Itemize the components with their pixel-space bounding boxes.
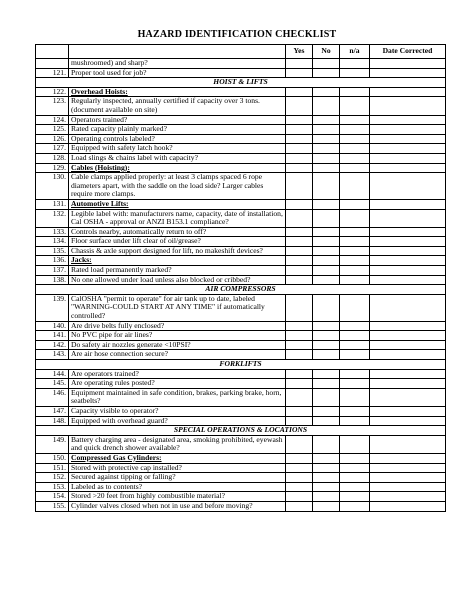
date-corrected-cell[interactable] [370,321,446,331]
item-number: 153. [36,482,69,492]
checklist-row [36,406,446,416]
item-question: Rated load permanently marked? [69,266,286,276]
no-cell[interactable] [313,134,340,144]
checklist-row [36,59,446,69]
item-number: 137. [36,266,69,276]
no-cell[interactable] [313,199,340,209]
na-cell[interactable] [340,266,370,276]
date-corrected-cell[interactable] [370,163,446,173]
date-corrected-cell[interactable] [370,209,446,227]
date-corrected-cell[interactable] [370,237,446,247]
item-question: Are operators trained? [69,369,286,379]
no-cell[interactable] [313,87,340,97]
no-cell[interactable] [313,492,340,502]
checklist-row [36,144,446,154]
yes-cell[interactable] [286,246,313,256]
no-cell[interactable] [313,435,340,453]
yes-cell[interactable] [286,153,313,163]
subsection-label: Cables (Hoisting): [69,163,286,173]
na-cell[interactable] [340,463,370,473]
section-row [36,78,446,88]
header-number [36,45,69,59]
item-number: 131. [36,199,69,209]
no-cell[interactable] [313,246,340,256]
na-cell[interactable] [340,227,370,237]
item-number: 126. [36,134,69,144]
item-number: 121. [36,68,69,78]
date-corrected-cell[interactable] [370,68,446,78]
na-cell[interactable] [340,256,370,266]
item-question: Rated capacity plainly marked? [69,125,286,135]
item-number: 133. [36,227,69,237]
item-number: 134. [36,237,69,247]
item-question: Cylinder valves closed when not in use and before moving? [69,501,286,511]
yes-cell[interactable] [286,237,313,247]
header-item [69,45,286,59]
checklist-row [36,331,446,341]
date-corrected-cell[interactable] [370,275,446,285]
checklist-row [36,266,446,276]
date-corrected-cell[interactable] [370,134,446,144]
no-cell[interactable] [313,163,340,173]
subsection-row [36,453,446,463]
item-number: 155. [36,501,69,511]
date-corrected-cell[interactable] [370,473,446,483]
item-number: 123. [36,97,69,115]
yes-cell[interactable] [286,134,313,144]
yes-cell[interactable] [286,115,313,125]
no-cell[interactable] [313,59,340,69]
yes-cell[interactable] [286,199,313,209]
no-cell[interactable] [313,369,340,379]
na-cell[interactable] [340,87,370,97]
yes-cell[interactable] [286,163,313,173]
yes-cell[interactable] [286,87,313,97]
no-cell[interactable] [313,321,340,331]
checklist-table [35,44,446,512]
no-cell[interactable] [313,275,340,285]
na-cell[interactable] [340,331,370,341]
date-corrected-cell[interactable] [370,435,446,453]
yes-cell[interactable] [286,340,313,350]
no-cell[interactable] [313,256,340,266]
item-question: Proper tool used for job? [69,68,286,78]
header-no: No [313,45,340,59]
date-corrected-cell[interactable] [370,379,446,389]
checklist-row [36,153,446,163]
header-na: n/a [340,45,370,59]
item-question: Load slings & chains label with capacity? [69,153,286,163]
yes-cell[interactable] [286,209,313,227]
item-number: 154. [36,492,69,502]
yes-cell[interactable] [286,463,313,473]
na-cell[interactable] [340,350,370,360]
na-cell[interactable] [340,473,370,483]
subsection-label: Compressed Gas Cylinders: [69,453,286,463]
no-cell[interactable] [313,237,340,247]
yes-cell[interactable] [286,266,313,276]
yes-cell[interactable] [286,350,313,360]
section-row [36,426,446,436]
item-question: Are drive belts fully enclosed? [69,321,286,331]
item-question: Equipped with overhead guard? [69,416,286,426]
checklist-row [36,492,446,502]
na-cell[interactable] [340,492,370,502]
item-question: CalOSHA "permit to operate" for air tank up to date, labeled "WARNING-COULD START AT ANY TIME" if automatically controlled? [69,294,286,321]
item-number: 149. [36,435,69,453]
date-corrected-cell[interactable] [370,331,446,341]
item-question: Chassis & axle support designed for lift, no makeshift devices? [69,246,286,256]
no-cell[interactable] [313,97,340,115]
yes-cell[interactable] [286,144,313,154]
yes-cell[interactable] [286,453,313,463]
no-cell[interactable] [313,350,340,360]
date-corrected-cell[interactable] [370,369,446,379]
na-cell[interactable] [340,294,370,321]
yes-cell[interactable] [286,321,313,331]
checklist-row [36,294,446,321]
date-corrected-cell[interactable] [370,340,446,350]
item-number: 148. [36,416,69,426]
yes-cell[interactable] [286,379,313,389]
checklist-title: HAZARD IDENTIFICATION CHECKLIST [137,29,337,40]
date-corrected-cell[interactable] [370,482,446,492]
yes-cell[interactable] [286,59,313,69]
na-cell[interactable] [340,369,370,379]
item-question: Stored >20 feet from highly combustible material? [69,492,286,502]
item-number: 151. [36,463,69,473]
no-cell[interactable] [313,153,340,163]
yes-cell[interactable] [286,492,313,502]
date-corrected-cell[interactable] [370,256,446,266]
na-cell[interactable] [340,246,370,256]
item-question: Capacity visible to operator? [69,406,286,416]
item-number: 124. [36,115,69,125]
date-corrected-cell[interactable] [370,199,446,209]
date-corrected-cell[interactable] [370,153,446,163]
no-cell[interactable] [313,294,340,321]
no-cell[interactable] [313,115,340,125]
na-cell[interactable] [340,59,370,69]
na-cell[interactable] [340,321,370,331]
date-corrected-cell[interactable] [370,294,446,321]
checklist-row [36,125,446,135]
section-heading: FORKLIFTS [36,360,446,370]
date-corrected-cell[interactable] [370,266,446,276]
subsection-label: Overhead Hoists: [69,87,286,97]
item-number: 146. [36,388,69,406]
yes-cell[interactable] [286,227,313,237]
item-question: Stored with protective cap installed? [69,463,286,473]
na-cell[interactable] [340,453,370,463]
date-corrected-cell[interactable] [370,350,446,360]
header-date-corrected: Date Corrected [370,45,446,59]
yes-cell[interactable] [286,256,313,266]
item-question: No one allowed under load unless also blocked or cribbed? [69,275,286,285]
item-question: Cable clamps applied properly: at least 3 clamps spaced 6 rope diameters apart, with the saddle on the load side? Larger cables require more clamps. [69,173,286,200]
no-cell[interactable] [313,482,340,492]
checklist-row [36,246,446,256]
no-cell[interactable] [313,501,340,511]
item-question: Secured against tipping or falling? [69,473,286,483]
na-cell[interactable] [340,340,370,350]
date-corrected-cell[interactable] [370,173,446,200]
no-cell[interactable] [313,209,340,227]
no-cell[interactable] [313,406,340,416]
item-question: Are operating rules posted? [69,379,286,389]
na-cell[interactable] [340,275,370,285]
yes-cell[interactable] [286,473,313,483]
yes-cell[interactable] [286,68,313,78]
subsection-label: Jacks: [69,256,286,266]
item-question: Controls nearby, automatically return to off? [69,227,286,237]
date-corrected-cell[interactable] [370,115,446,125]
na-cell[interactable] [340,144,370,154]
na-cell[interactable] [340,125,370,135]
item-number: 145. [36,379,69,389]
na-cell[interactable] [340,237,370,247]
yes-cell[interactable] [286,125,313,135]
na-cell[interactable] [340,416,370,426]
item-question: Operators trained? [69,115,286,125]
date-corrected-cell[interactable] [370,501,446,511]
section-row [36,285,446,295]
na-cell[interactable] [340,173,370,200]
item-number: 136. [36,256,69,266]
header-row [36,45,446,59]
item-number: 138. [36,275,69,285]
no-cell[interactable] [313,68,340,78]
header-yes: Yes [286,45,313,59]
item-number [36,59,69,69]
section-heading: SPECIAL OPERATIONS & LOCATIONS [36,426,446,436]
item-question: No PVC pipe for air lines? [69,331,286,341]
checklist-row [36,209,446,227]
no-cell[interactable] [313,340,340,350]
na-cell[interactable] [340,406,370,416]
na-cell[interactable] [340,199,370,209]
item-number: 140. [36,321,69,331]
na-cell[interactable] [340,163,370,173]
item-number: 125. [36,125,69,135]
no-cell[interactable] [313,463,340,473]
checklist-row [36,379,446,389]
date-corrected-cell[interactable] [370,416,446,426]
checklist-row [36,501,446,511]
yes-cell[interactable] [286,97,313,115]
item-number: 132. [36,209,69,227]
na-cell[interactable] [340,153,370,163]
item-number: 152. [36,473,69,483]
no-cell[interactable] [313,453,340,463]
item-question: Floor surface under lift clear of oil/grease? [69,237,286,247]
na-cell[interactable] [340,68,370,78]
yes-cell[interactable] [286,294,313,321]
date-corrected-cell[interactable] [370,463,446,473]
checklist-row [36,388,446,406]
section-heading: AIR COMPRESSORS [36,285,446,295]
item-question: Labeled as to contents? [69,482,286,492]
checklist-row [36,435,446,453]
no-cell[interactable] [313,331,340,341]
yes-cell[interactable] [286,275,313,285]
item-question: Legible label with: manufacturers name, capacity, date of installation, Cal OSHA - approval or ANZI B153.1 compliance? [69,209,286,227]
item-number: 142. [36,340,69,350]
no-cell[interactable] [313,227,340,237]
na-cell[interactable] [340,97,370,115]
date-corrected-cell[interactable] [370,492,446,502]
date-corrected-cell[interactable] [370,97,446,115]
item-number: 122. [36,87,69,97]
date-corrected-cell[interactable] [370,406,446,416]
date-corrected-cell[interactable] [370,388,446,406]
item-question: Regularly inspected, annually certified if capacity over 3 tons. (document available on site) [69,97,286,115]
item-number: 147. [36,406,69,416]
yes-cell[interactable] [286,173,313,200]
no-cell[interactable] [313,379,340,389]
checklist-row [36,97,446,115]
date-corrected-cell[interactable] [370,227,446,237]
section-row [36,360,446,370]
yes-cell[interactable] [286,331,313,341]
na-cell[interactable] [340,379,370,389]
date-corrected-cell[interactable] [370,453,446,463]
checklist-row [36,173,446,200]
item-question: Are air hose connection secure? [69,350,286,360]
item-question: mushroomed) and sharp? [69,59,286,69]
na-cell[interactable] [340,482,370,492]
item-number: 143. [36,350,69,360]
na-cell[interactable] [340,115,370,125]
no-cell[interactable] [313,473,340,483]
item-number: 141. [36,331,69,341]
no-cell[interactable] [313,173,340,200]
item-number: 128. [36,153,69,163]
item-number: 150. [36,453,69,463]
yes-cell[interactable] [286,501,313,511]
no-cell[interactable] [313,144,340,154]
yes-cell[interactable] [286,406,313,416]
yes-cell[interactable] [286,482,313,492]
item-question: Battery charging area - designated area, smoking prohibited, eyewash and quick drench shower available? [69,435,286,453]
yes-cell[interactable] [286,369,313,379]
item-number: 127. [36,144,69,154]
checklist-row [36,237,446,247]
na-cell[interactable] [340,435,370,453]
item-question: Do safety air nozzles generate <10PSI? [69,340,286,350]
date-corrected-cell[interactable] [370,125,446,135]
checklist-row [36,473,446,483]
item-number: 135. [36,246,69,256]
na-cell[interactable] [340,388,370,406]
item-number: 129. [36,163,69,173]
yes-cell[interactable] [286,435,313,453]
no-cell[interactable] [313,125,340,135]
item-question: Operating controls labeled? [69,134,286,144]
section-heading: HOIST & LIFTS [36,78,446,88]
date-corrected-cell[interactable] [370,87,446,97]
item-question: Equipment maintained in safe condition, brakes, parking brake, horn, seatbelts? [69,388,286,406]
item-number: 139. [36,294,69,321]
na-cell[interactable] [340,501,370,511]
no-cell[interactable] [313,266,340,276]
no-cell[interactable] [313,388,340,406]
na-cell[interactable] [340,134,370,144]
date-corrected-cell[interactable] [370,144,446,154]
subsection-row [36,199,446,209]
item-number: 130. [36,173,69,200]
date-corrected-cell[interactable] [370,59,446,69]
na-cell[interactable] [340,209,370,227]
item-number: 144. [36,369,69,379]
date-corrected-cell[interactable] [370,246,446,256]
subsection-label: Automotive Lifts: [69,199,286,209]
no-cell[interactable] [313,416,340,426]
yes-cell[interactable] [286,388,313,406]
item-question: Equipped with safety latch hook? [69,144,286,154]
